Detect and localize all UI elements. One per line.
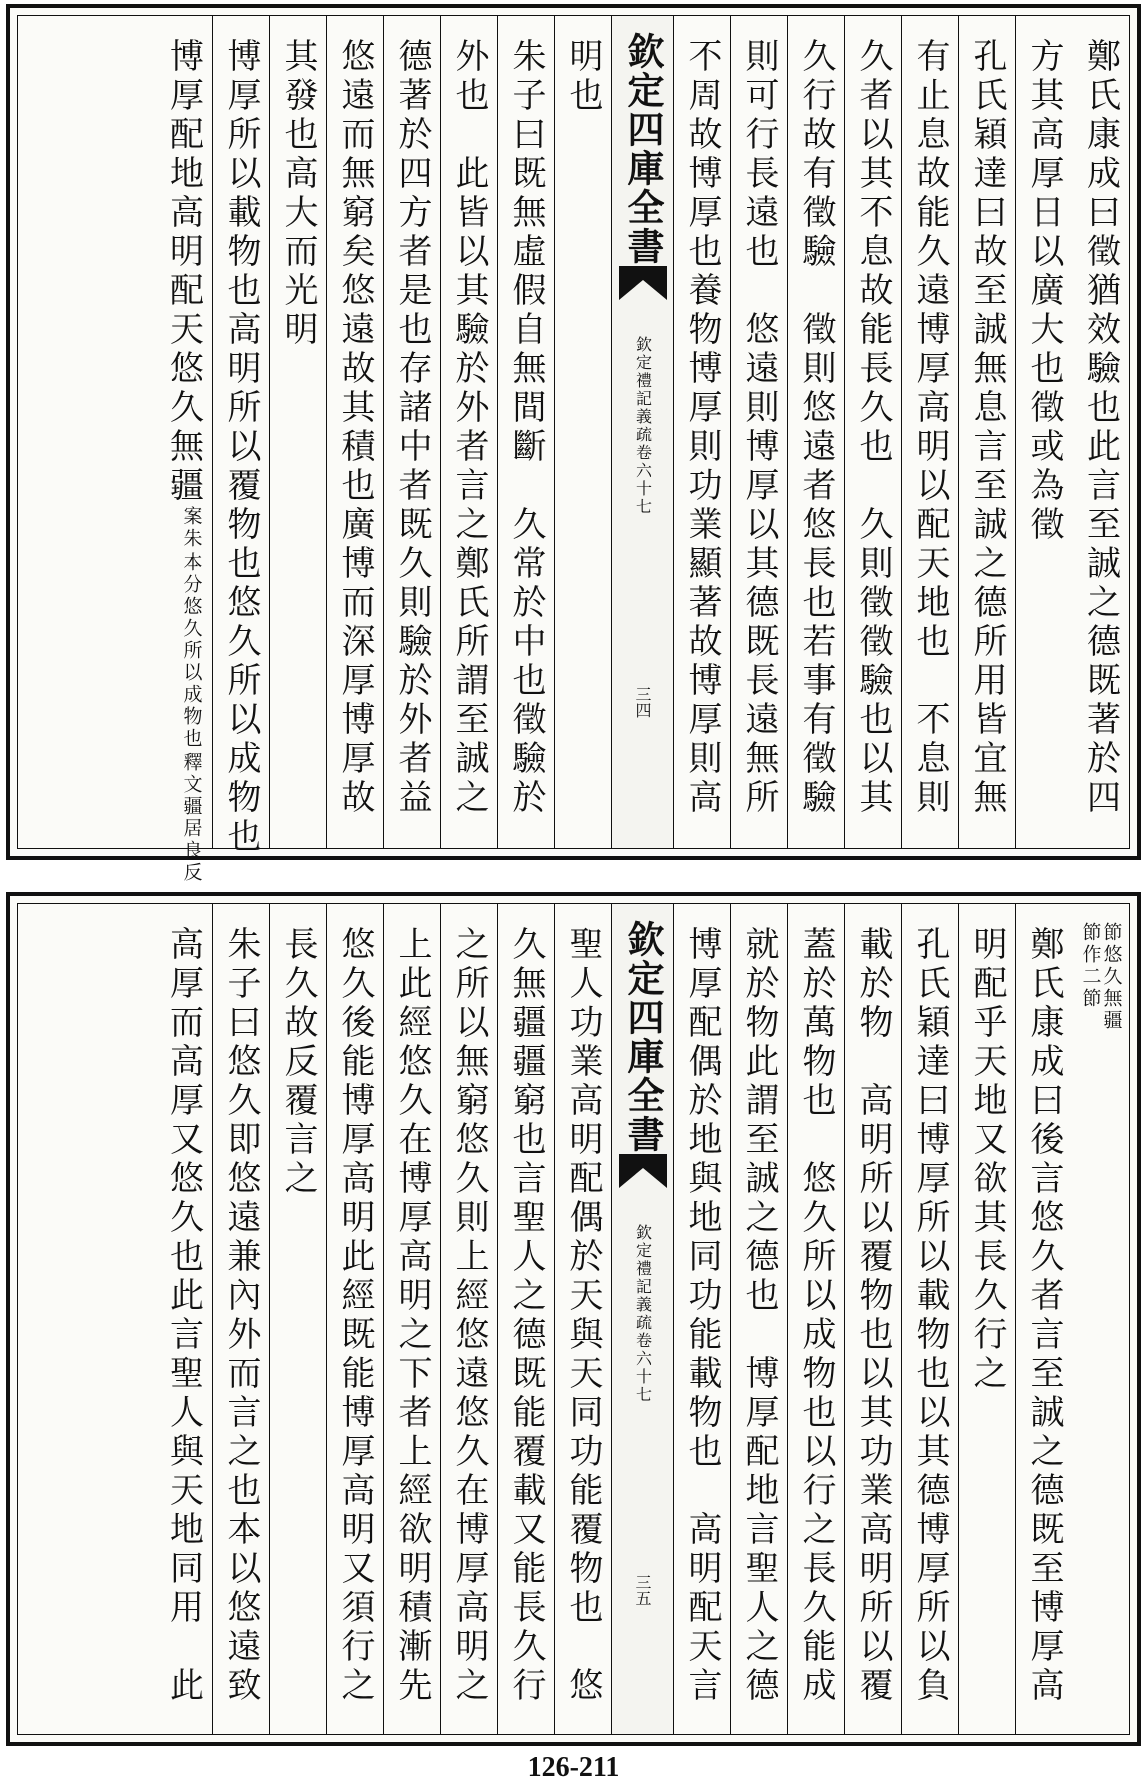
page-number-footer: 126-211: [527, 1752, 620, 1783]
column-text: 鄭氏康成曰徵猶效驗也此言至誠之德既著於四: [1080, 38, 1121, 818]
text-column: [212, 16, 269, 857]
center-margin: [611, 904, 673, 1734]
column-text: 久者以其不息故能長久也 久則徵徵驗也以其: [853, 38, 893, 818]
text-column: [383, 16, 440, 848]
column-text: 孔氏穎達曰故至誠無息言至誠之德所用皆宜無: [967, 38, 1007, 818]
text-column: [440, 904, 497, 1734]
text-column: [269, 16, 326, 848]
text-column: [326, 16, 383, 848]
column-text: 載於物 高明所以覆物也以其功業高明所以覆: [853, 926, 893, 1706]
note-line: 節作二節: [1079, 922, 1102, 1010]
text-column: [901, 904, 958, 1734]
text-column: [497, 904, 554, 1734]
text-column: [383, 904, 440, 1734]
column-text: 不周故博厚也養物博厚則功業顯著故博厚則高: [682, 38, 722, 818]
column-text: 鄭氏康成曰後言悠久者言至誠之德既至博厚高: [1024, 926, 1064, 1706]
chapter-label: 欽定禮記義疏卷六十七: [633, 1224, 653, 1404]
folio-number: 三五: [633, 1574, 652, 1606]
column-text: 博厚配偶於地與地同功能載物也 高明配天言: [682, 926, 722, 1706]
chapter-label: 欽定禮記義疏卷六十七: [633, 336, 653, 516]
column-text: 明配乎天地又欲其長久行之: [967, 926, 1007, 1394]
small-note-column: [1072, 904, 1129, 1734]
column-text: 則可行長遠也 悠遠則博厚以其德既長遠無所: [739, 38, 779, 818]
column-text: 聖人功業高明配偶於天與天同功能覆物也 悠: [563, 926, 603, 1706]
note-line: 本分悠久所以成物也: [180, 552, 203, 750]
column-text: 孔氏穎達曰博厚所以載物也以其德博厚所以負: [910, 926, 950, 1706]
column-text: 悠久後能博厚高明此經既能博厚高明又須行之: [335, 926, 375, 1706]
text-column: [730, 16, 787, 848]
column-text: 其發也高大而光明: [278, 38, 318, 350]
column-text: 就於物此謂至誠之德也 博厚配地言聖人之德: [739, 926, 779, 1706]
text-column: [554, 904, 611, 1734]
column-text: 博厚所以載物也高明所以覆物也悠久所以成物也: [221, 38, 261, 857]
column-text: 長久故反覆言之: [278, 926, 318, 1199]
top-columns: [18, 16, 1129, 884]
text-column: [155, 16, 212, 884]
column-text: 久無疆疆窮也言聖人之德既能覆載又能長久行: [506, 926, 546, 1706]
text-column: [497, 16, 554, 848]
top-page: [6, 4, 1141, 884]
text-column: [326, 904, 383, 1734]
text-column: [1072, 16, 1129, 848]
text-column: [155, 904, 212, 1734]
column-text: 德著於四方者是也存諸中者既久則驗於外者益: [392, 38, 432, 818]
note-line: 案朱: [180, 506, 203, 550]
folio-number: 三四: [633, 686, 652, 718]
bottom-page: [6, 892, 1141, 1746]
main-text: 博厚配地高明配天悠久無疆: [163, 38, 204, 506]
text-column: [440, 16, 497, 848]
text-column: [673, 16, 730, 848]
column-text: 悠遠而無窮矣悠遠故其積也廣博而深厚博厚故: [335, 38, 375, 818]
top-page-frame: [17, 15, 1130, 884]
column-text-with-note: [163, 38, 204, 884]
column-text: 外也 此皆以其驗於外者言之鄭氏所謂至誠之: [449, 38, 489, 818]
interlinear-note: [182, 506, 201, 884]
column-text: 之所以無窮悠久則上經悠遠悠久在博厚高明之: [449, 926, 489, 1706]
interlinear-note: [1081, 922, 1121, 1032]
text-column: [554, 16, 611, 848]
text-column: [730, 904, 787, 1734]
column-text: 有止息故能久遠博厚高明以配天地也 不息則: [910, 38, 950, 818]
bottom-page-frame: [17, 903, 1130, 1735]
text-column: [901, 16, 958, 848]
column-text: 朱子曰既無虛假自無間斷 久常於中也徵驗於: [506, 38, 546, 818]
bottom-columns: [18, 904, 1129, 1734]
column-text: 高厚而高厚又悠久也此言聖人與天地同用 此: [163, 926, 204, 1706]
text-column: [1015, 16, 1072, 848]
fish-tail-ornament: [619, 1154, 667, 1188]
text-column: [212, 904, 269, 1734]
column-text: 明也: [563, 38, 603, 116]
text-column: [958, 16, 1015, 848]
text-column: [958, 904, 1015, 1734]
fish-tail-ornament: [619, 266, 667, 300]
note-line: 節悠久無疆: [1100, 922, 1123, 1032]
text-column: [787, 904, 844, 1734]
column-text: 久行故有徵驗 徵則悠遠者悠長也若事有徵驗: [796, 38, 836, 818]
text-column: [673, 904, 730, 1734]
book-title: 欽定四庫全書: [621, 32, 665, 266]
text-column: [787, 16, 844, 848]
text-column: [844, 16, 901, 848]
text-column: [269, 904, 326, 1734]
column-text: 蓋於萬物也 悠久所以成物也以行之長久能成: [796, 926, 836, 1706]
center-margin: [611, 16, 673, 848]
book-title: 欽定四庫全書: [621, 920, 665, 1154]
note-line: 釋文疆居良反: [180, 752, 203, 884]
text-column: [844, 904, 901, 1734]
column-text: 朱子曰悠久即悠遠兼內外而言之也本以悠遠致: [221, 926, 261, 1706]
column-text: 方其高厚日以廣大也徵或為徵: [1024, 38, 1064, 545]
text-column: [1015, 904, 1072, 1734]
column-text: 上此經悠久在博厚高明之下者上經欲明積漸先: [392, 926, 432, 1706]
